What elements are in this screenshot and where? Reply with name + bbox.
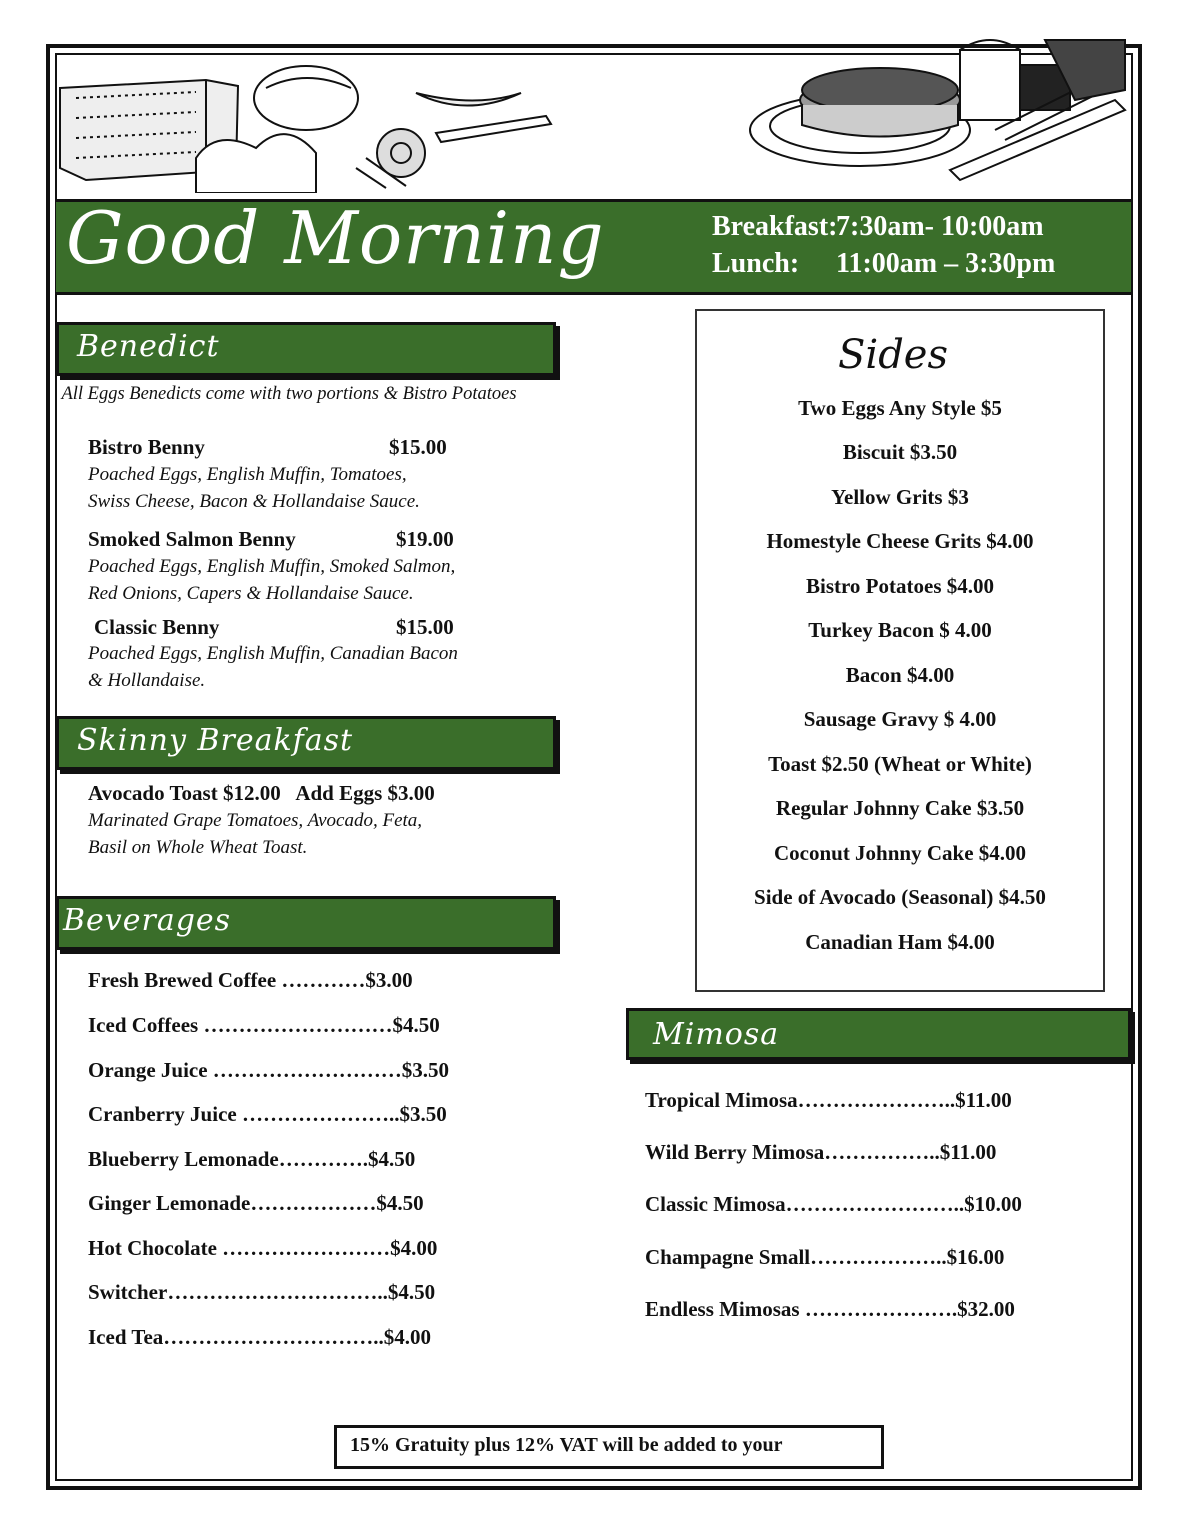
- beverages-heading-bar: [56, 896, 556, 950]
- list-item: Switcher…………………………..$4.50: [88, 1280, 436, 1304]
- list-item: Regular Johnny Cake $3.50: [775, 796, 1025, 820]
- list-item: Champagne Small………………..$16.00: [645, 1245, 1005, 1269]
- skinny-breakfast-heading: Skinny Breakfast: [77, 723, 354, 758]
- menu-item-price: $15.00: [396, 615, 454, 639]
- list-item: Toast $2.50 (Wheat or White): [768, 752, 1032, 776]
- list-item: Endless Mimosas ………………….$32.00: [645, 1297, 1015, 1321]
- mimosa-heading: Mimosa: [653, 1017, 780, 1052]
- list-item: Hot Chocolate ……………………$4.00: [88, 1236, 438, 1260]
- list-item: Canadian Ham $4.00: [805, 930, 995, 954]
- menu-item-description: Poached Eggs, English Muffin, Smoked Salmon,: [88, 556, 456, 577]
- list-item: Iced Coffees ………………………$4.50: [88, 1013, 440, 1037]
- menu-item-description: Poached Eggs, English Muffin, Tomatoes,: [88, 464, 407, 485]
- menu-item-description: & Hollandaise.: [88, 670, 206, 691]
- lunch-label: Lunch:: [712, 248, 800, 279]
- benedict-note: All Eggs Benedicts come with two portions & Bistro Potatoes: [61, 384, 517, 404]
- list-item: Classic Mimosa……………………..$10.00: [645, 1192, 1022, 1216]
- list-item: Ginger Lemonade………………$4.50: [88, 1191, 424, 1215]
- list-item: Homestyle Cheese Grits $4.00: [766, 529, 1034, 553]
- menu-item-name: Classic Benny: [94, 615, 220, 639]
- menu-item-name: Avocado Toast $12.00 Add Eggs $3.00: [88, 781, 435, 805]
- bread-illustration: [56, 58, 556, 193]
- list-item: Bacon $4.00: [845, 663, 955, 687]
- breakfast-label: Breakfast:: [712, 211, 838, 242]
- menu-item-description: Basil on Whole Wheat Toast.: [88, 837, 308, 858]
- lunch-hours: [712, 248, 1055, 280]
- list-item: Yellow Grits $3: [831, 485, 969, 509]
- benedict-heading-bar: [56, 322, 556, 376]
- list-item: Turkey Bacon $ 4.00: [808, 618, 992, 642]
- list-item: Tropical Mimosa…………………..$11.00: [645, 1088, 1012, 1112]
- list-item: Iced Tea…………………………..$4.00: [88, 1325, 432, 1349]
- lunch-time: 11:00am – 3:30pm: [836, 248, 1056, 279]
- menu-item-name: Bistro Benny: [88, 435, 205, 459]
- list-item: Bistro Potatoes $4.00: [805, 574, 994, 598]
- breakfast-hours: [712, 211, 1044, 243]
- benedict-heading: Benedict: [77, 329, 220, 364]
- menu-item-description: Marinated Grape Tomatoes, Avocado, Feta,: [88, 810, 423, 831]
- list-item: Biscuit $3.50: [842, 440, 958, 464]
- footer-note: 15% Gratuity plus 12% VAT will be added to your: [350, 1434, 783, 1456]
- list-item: Wild Berry Mimosa……………..$11.00: [645, 1140, 997, 1164]
- list-item: Orange Juice ………………………$3.50: [88, 1058, 450, 1082]
- skinny-breakfast-heading-bar: [56, 716, 556, 770]
- list-item: Cranberry Juice …………………..$3.50: [88, 1102, 447, 1126]
- list-item: Blueberry Lemonade………….$4.50: [88, 1147, 416, 1171]
- list-item: Fresh Brewed Coffee …………$3.00: [88, 968, 413, 992]
- list-item: Two Eggs Any Style $5: [798, 396, 1002, 420]
- page-title: Good Morning: [66, 196, 605, 280]
- list-item: Side of Avocado (Seasonal) $4.50: [754, 885, 1046, 909]
- menu-item-description: Poached Eggs, English Muffin, Canadian Bacon: [88, 643, 458, 664]
- beverages-heading: Beverages: [63, 903, 232, 938]
- breakfast-time: 7:30am- 10:00am: [836, 211, 1044, 242]
- menu-item-description: Swiss Cheese, Bacon & Hollandaise Sauce.: [88, 491, 420, 512]
- pancake-illustration: [745, 30, 1130, 195]
- menu-item-price: $15.00: [389, 435, 447, 459]
- menu-item-price: $19.00: [396, 527, 454, 551]
- menu-item-description: Red Onions, Capers & Hollandaise Sauce.: [88, 583, 414, 604]
- list-item: Coconut Johnny Cake $4.00: [773, 841, 1027, 865]
- mimosa-heading-bar: [626, 1008, 1131, 1060]
- sides-heading: Sides: [838, 332, 948, 378]
- list-item: Sausage Gravy $ 4.00: [803, 707, 997, 731]
- menu-item-name: Smoked Salmon Benny: [88, 527, 296, 551]
